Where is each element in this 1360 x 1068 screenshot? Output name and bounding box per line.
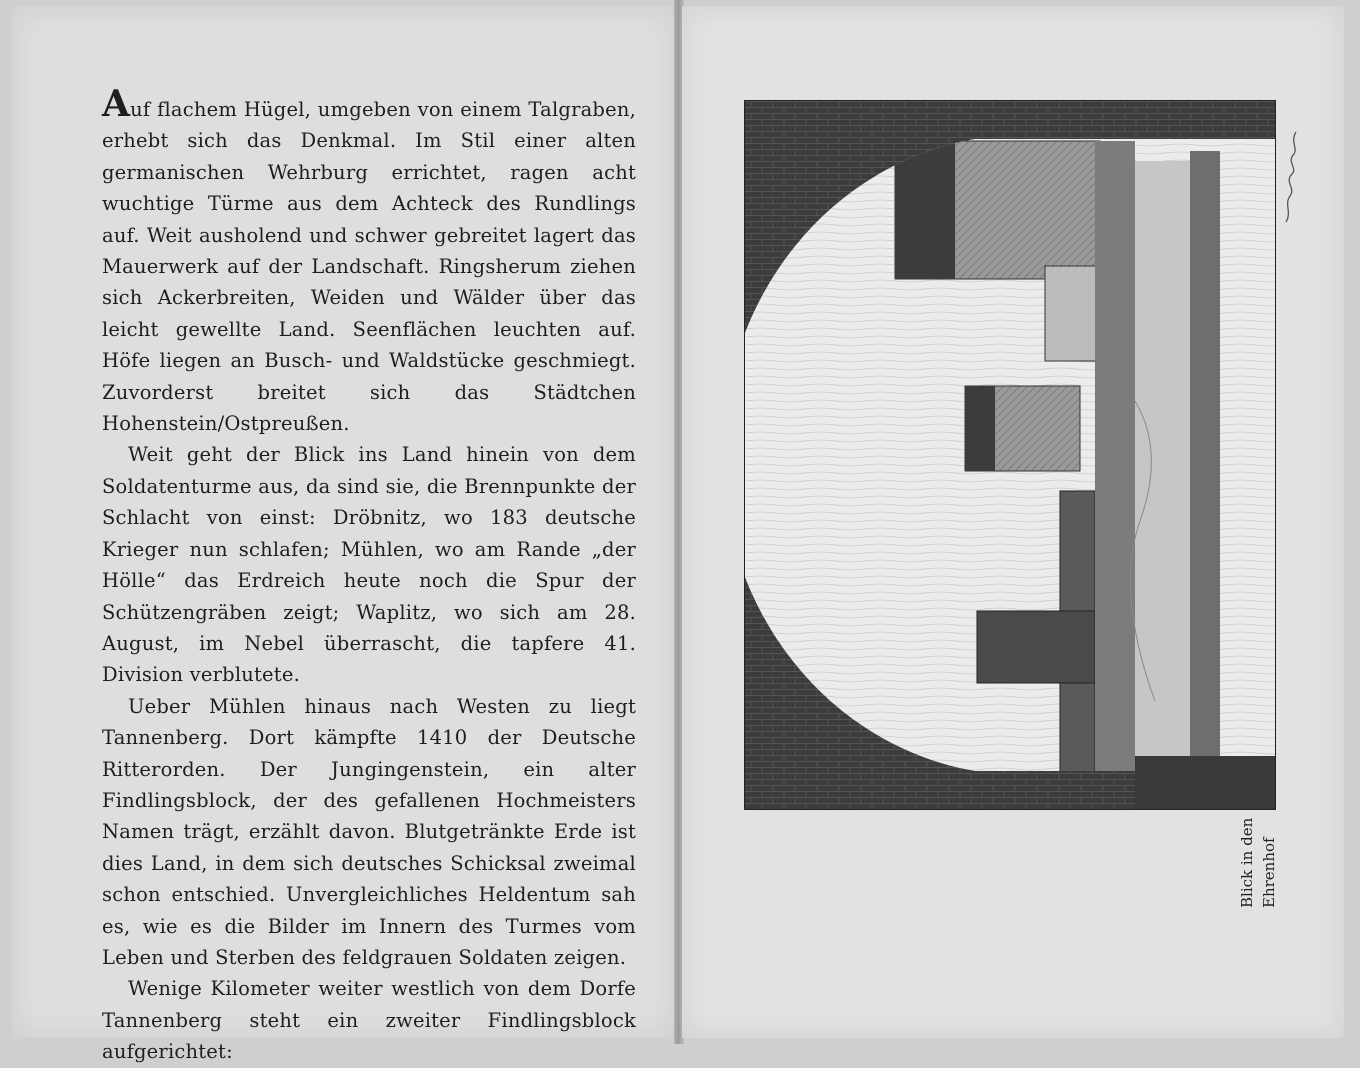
paragraph-4: Wenige Kilometer weiter westlich von dem Dorfe Tannenberg steht ein zweiter Findlingsblock aufgerichtet: [102, 977, 636, 1064]
paragraph-3: Ueber Mühlen hinaus nach Westen zu liegt Tannenberg. Dort kämpfte 1410 der Deutsche Ritterorden. Der Jungingenstein, ein alter Findlingsblock, der des gefallenen Hochmeisters Namen trägt, erzählt davon. Blutgetränkte Erde ist dies Land, in dem sich deutsches Schicksal zweimal schon entschied. Unvergleichliches Heldentum sah es, wie es die Bilder im Innern des Turmes vom Leben und Sterben des feldgrauen Soldaten zeigen. [102, 694, 636, 969]
etching-illustration [744, 100, 1276, 810]
courtyard-etching [745, 101, 1275, 809]
paragraph-2: Weit geht der Blick ins Land hinein von dem Soldatenturme aus, da sind sie, die Brennpunkte der Schlacht von einst: Dröbnitz, wo 183 deutsche Krieger nun schlafen; Mühlen, wo am Rande „der Hölle“ das Erdreich heute noch die Spur der Schützengräben zeigt; Waplitz, wo sich am 28. August, im Nebel überrascht, die tapfere 41. Division verblutete. [102, 443, 636, 687]
paragraph-1: Auf flachem Hügel, umgeben von einem Talgraben, erhebt sich das Denkmal. Im Stil einer alten germanischen Wehrburg errichtet, ragen acht wuchtige Türme aus dem Achteck des Rundlings auf. Weit ausholend und schwer gebreitet lagert das Mauerwerk auf der Landschaft. Ringsherum ziehen sich Ackerbreiten, Weiden und Wälder über das leicht gewellte Land. Seenflächen leuchten auf. Höfe liegen an Busch- und Waldstücke geschmiegt. Zuvorderst breitet sich das Städtchen Hohenstein/Ostpreußen. [102, 83, 636, 436]
left-page [12, 6, 676, 1064]
body-text [102, 83, 636, 1068]
illustration-caption [1236, 818, 1332, 908]
caption-line-1: Blick in den [1238, 817, 1256, 908]
caption-line-2: Ehrenhof [1260, 837, 1278, 908]
artist-signature [1278, 122, 1306, 228]
